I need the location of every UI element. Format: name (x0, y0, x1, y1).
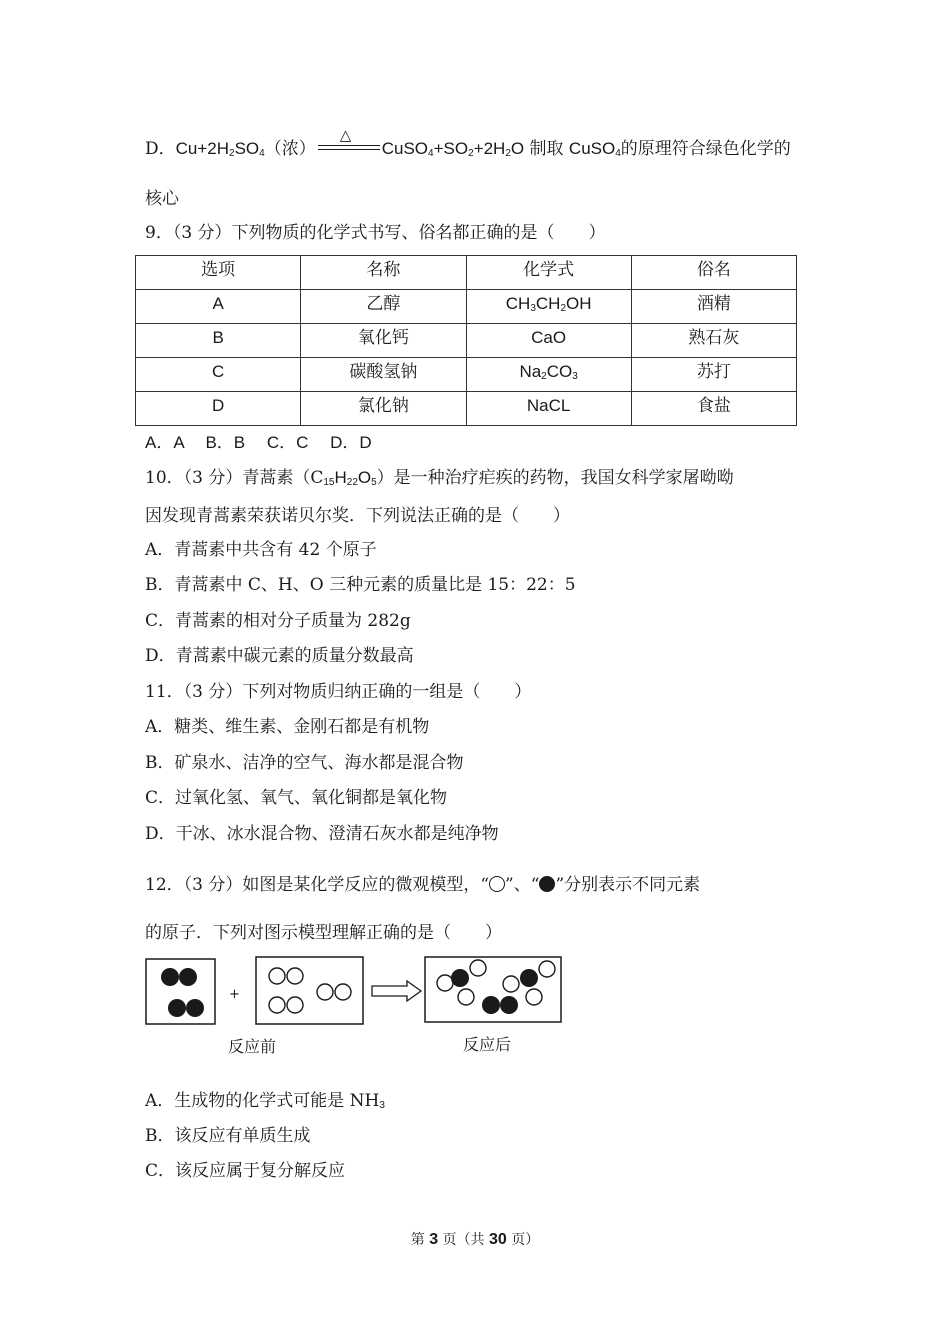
formula-part: Na (519, 362, 542, 381)
table-row (136, 392, 797, 426)
formula-part: CO (546, 362, 573, 381)
table-cell: 乙醇 (301, 290, 466, 324)
page-footer (0, 1229, 950, 1249)
q11-stem: 11．（3 分）下列对物质归纳正确的一组是（ ） (145, 682, 532, 702)
q10-option-b: B．青蒿素中 C、H、O 三种元素的质量比是 15：22：5 (145, 575, 576, 595)
white-molecule (269, 968, 303, 984)
q10-option-a: A．青蒿素中共含有 42 个原子 (145, 540, 377, 560)
text: A．生成物的化学式可能是 NH (145, 1091, 380, 1111)
text: ）是一种治疗疟疾的药物，我国女科学家屠呦呦 (376, 468, 734, 488)
table-cell: NaCL (466, 392, 631, 426)
product-molecule (437, 960, 486, 1005)
subscript: 3 (572, 371, 578, 382)
table-cell: D (136, 392, 301, 426)
table-cell: 氧化钙 (301, 324, 466, 358)
table-cell (466, 290, 631, 324)
formula-part: CH (505, 294, 531, 313)
white-atom-icon (489, 876, 505, 892)
formula-part: O (357, 468, 372, 487)
table-cell: CaO (466, 324, 631, 358)
total-pages: 30 (489, 1231, 507, 1248)
subscript: 2 (468, 148, 474, 159)
subscript: 4 (428, 148, 434, 159)
subscript: 2 (505, 148, 511, 159)
table-cell: A (136, 290, 301, 324)
subscript: 2 (541, 371, 547, 382)
table-cell: 熟石灰 (631, 324, 796, 358)
table-header: 化学式 (466, 256, 631, 290)
label-after-reaction: 反应后 (463, 1035, 512, 1054)
table-cell (466, 358, 631, 392)
heat-reaction-arrow (318, 126, 380, 157)
reaction-model-diagram (145, 955, 575, 1060)
subscript: 4 (615, 148, 621, 159)
white-molecule (269, 997, 303, 1013)
subscript: 22 (346, 477, 358, 488)
formula-part: +SO (433, 139, 469, 158)
q11-option-b: B．矿泉水、洁净的空气、海水都是混合物 (145, 753, 464, 773)
q12-option-a (145, 1089, 385, 1113)
table-cell: 氯化钠 (301, 392, 466, 426)
formula-part: H (334, 468, 347, 487)
q8-option-d-continuation: 核心 (145, 189, 179, 209)
table-cell: 酒精 (631, 290, 796, 324)
condition-text: （浓） (264, 139, 316, 159)
q12-stem-line2: 的原子．下列对图示模型理解正确的是（ ） (145, 923, 502, 943)
text: 12．（3 分）如图是某化学反应的微观模型，“ (145, 875, 490, 895)
subscript: 3 (379, 1100, 385, 1111)
heat-icon: △ (339, 126, 352, 144)
text: 第 (410, 1232, 430, 1248)
formula-part: +2H (473, 139, 506, 158)
formula-part: SO (234, 139, 260, 158)
text: 10．（3 分）青蒿素（C (145, 468, 324, 488)
black-atom-icon (539, 876, 555, 892)
q10-option-d: D．青蒿素中碳元素的质量分数最高 (145, 646, 414, 666)
black-molecule (168, 999, 204, 1017)
subscript: 2 (560, 303, 566, 314)
table-row (136, 358, 797, 392)
text: 页（共 (438, 1232, 489, 1248)
table-header: 名称 (301, 256, 466, 290)
table-cell: B (136, 324, 301, 358)
table-header: 选项 (136, 256, 301, 290)
q9-answers: A．A B．B C．C D．D (145, 433, 372, 452)
q10-option-c: C．青蒿素的相对分子质量为 282g (145, 611, 411, 631)
table-cell: 食盐 (631, 392, 796, 426)
formula-part: Cu+2H (175, 139, 230, 158)
formula-part: CuSO (381, 139, 429, 158)
subscript: 5 (371, 477, 377, 488)
q11-option-a: A．糖类、维生素、金刚石都是有机物 (145, 717, 430, 737)
text: ”、“ (505, 875, 540, 895)
q8-option-d (145, 126, 791, 161)
q11-option-c: C．过氧化氢、氧气、氧化铜都是氧化物 (145, 788, 448, 808)
text: 的原理符合绿色化学的 (620, 139, 791, 159)
plus-sign: + (229, 987, 240, 1002)
formula-part: CH (535, 294, 561, 313)
q9-table (135, 255, 797, 426)
formula-part: O (510, 139, 525, 158)
white-molecule (317, 984, 351, 1000)
subscript: 4 (259, 148, 265, 159)
q12-option-b: B．该反应有单质生成 (145, 1126, 311, 1146)
q12-option-c: C．该反应属于复分解反应 (145, 1161, 346, 1181)
formula-part: CuSO (568, 139, 616, 158)
table-row (136, 290, 797, 324)
label-before-reaction: 反应前 (228, 1037, 277, 1056)
text: 页） (506, 1232, 540, 1248)
q12-stem (145, 873, 700, 897)
table-header: 俗名 (631, 256, 796, 290)
table-cell: 苏打 (631, 358, 796, 392)
table-header-row (136, 256, 797, 290)
black-molecule (161, 968, 197, 986)
table-cell: C (136, 358, 301, 392)
subscript: 3 (530, 303, 536, 314)
black-molecule (482, 996, 518, 1014)
formula-part: OH (566, 294, 592, 313)
q11-option-d: D．干冰、冰水混合物、澄清石灰水都是纯净物 (145, 824, 499, 844)
table-cell: 碳酸氢钠 (301, 358, 466, 392)
text: 制取 (529, 139, 564, 159)
text: ”分别表示不同元素 (555, 875, 701, 895)
subscript: 15 (323, 477, 335, 488)
subscript: 2 (229, 148, 235, 159)
table-row (136, 324, 797, 358)
reaction-arrow-icon (372, 981, 421, 1001)
page-number: 3 (429, 1231, 439, 1248)
q9-stem: 9．（3 分）下列物质的化学式书写、俗名都正确的是（ ） (145, 223, 606, 243)
q10-stem (145, 466, 734, 490)
q10-stem-line2: 因发现青蒿素荣获诺贝尔奖．下列说法正确的是（ ） (145, 506, 570, 526)
option-label: D． (145, 139, 176, 159)
